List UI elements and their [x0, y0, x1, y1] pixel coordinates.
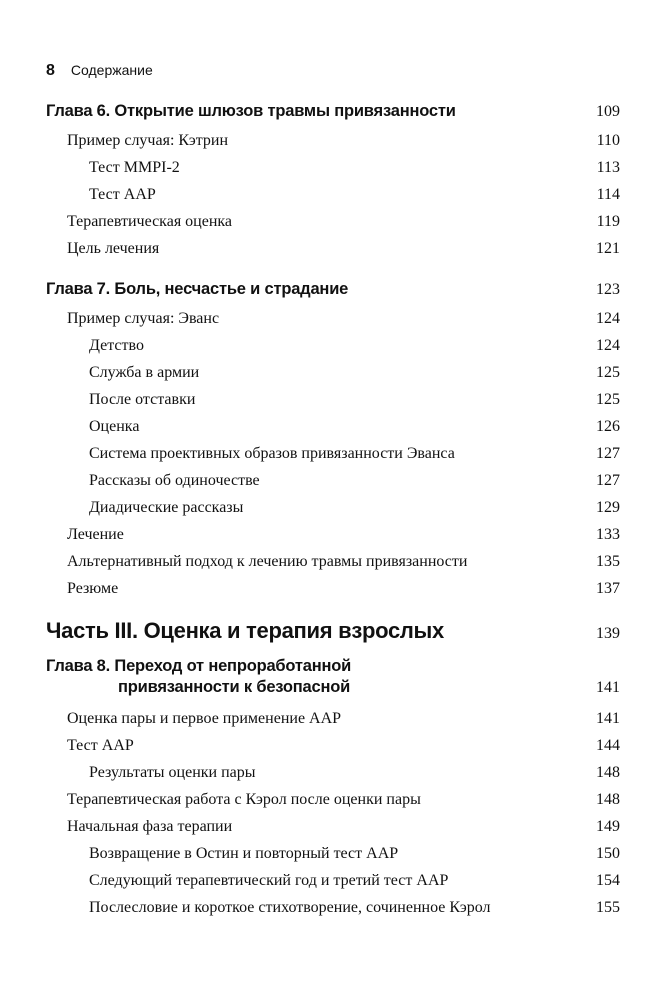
toc-entry-title: Пример случая: Эванс: [67, 310, 220, 327]
toc-entry-title: Система проективных образов привязанности Эванса: [89, 445, 455, 462]
toc-entry-l2: [46, 899, 620, 917]
toc-entry-title: Оценка пары и первое применение AAP: [67, 710, 342, 727]
toc-entry-chapter: [46, 102, 620, 121]
toc-entry-title: Лечение: [67, 526, 124, 543]
toc-page-number: 113: [596, 159, 620, 176]
toc-page-number: 141: [596, 679, 620, 696]
toc-page-number: 119: [596, 213, 620, 230]
toc-entry-l1: [46, 310, 620, 328]
toc-page-number: 139: [596, 625, 620, 642]
page-header: [46, 62, 153, 80]
toc-entry-l1: [46, 580, 620, 598]
toc-entry-title: Рассказы об одиночестве: [89, 472, 260, 489]
toc-entry-l2: [46, 445, 620, 463]
toc-entry-title: Служба в армии: [89, 364, 200, 381]
toc-page-number: 125: [596, 391, 620, 408]
running-head: Содержание: [70, 62, 153, 78]
toc-page-number: 148: [596, 791, 620, 808]
toc-entry-chapter: [46, 280, 620, 299]
chapter-title-line-1: Глава 8. Переход от непроработанной: [46, 657, 352, 675]
toc-page-number: 110: [596, 132, 620, 149]
toc-page-number: 114: [596, 186, 620, 203]
toc-page-number: 148: [596, 764, 620, 781]
toc-entry-l2: [46, 764, 620, 782]
toc-page-number: 155: [596, 899, 620, 916]
toc-entry-l1: [46, 553, 620, 571]
toc-page-number: 123: [596, 281, 620, 298]
toc-entry-title: Следующий терапевтический год и третий тест AAP: [89, 872, 449, 889]
toc-page-number: 129: [596, 499, 620, 516]
toc-entry-l1: [46, 818, 620, 836]
toc-entry-title: Начальная фаза терапии: [67, 818, 233, 835]
toc-entry-title: Резюме: [67, 580, 119, 597]
toc-entry-l2: [46, 391, 620, 409]
toc-entry-title: Терапевтическая работа с Кэрол после оценки пары: [67, 791, 421, 808]
toc-page-number: 124: [596, 310, 620, 327]
toc-page-number: 124: [596, 337, 620, 354]
toc-entry-title: Тест MMPI-2: [89, 159, 180, 176]
toc-page-number: 121: [596, 240, 620, 257]
toc-entry-title: Цель лечения: [67, 240, 160, 257]
toc-page-number: 109: [596, 103, 620, 120]
toc-entry-title: Часть III. Оценка и терапия взрослых: [46, 618, 444, 643]
toc-entry-title: Пример случая: Кэтрин: [67, 132, 229, 149]
toc-entry-title: Результаты оценки пары: [89, 764, 256, 781]
toc-entry-part: [46, 618, 620, 644]
toc-page-number: 125: [596, 364, 620, 381]
page-number: 8: [46, 62, 55, 79]
toc-page-number: 127: [596, 445, 620, 462]
chapter-title-line-2: привязанности к безопасной: [118, 678, 351, 696]
toc-page-number: 133: [596, 526, 620, 543]
toc-entry-l2: [46, 499, 620, 517]
toc-page-number: 144: [596, 737, 620, 754]
toc-page-number: 150: [596, 845, 620, 862]
toc-entry-l2: [46, 337, 620, 355]
toc-entry-l1: [46, 132, 620, 150]
toc-entry-l1: [46, 526, 620, 544]
toc-entry-title: Детство: [89, 337, 144, 354]
toc-entry-l2: [46, 159, 620, 177]
toc-page-number: 149: [596, 818, 620, 835]
toc-entry-title: Возвращение в Остин и повторный тест AAP: [89, 845, 399, 862]
toc-entry-title: Тест AAP: [67, 737, 134, 754]
toc-entry-title: После отставки: [89, 391, 196, 408]
toc-page-number: 127: [596, 472, 620, 489]
toc-page-number: 126: [596, 418, 620, 435]
toc-entry-l1: [46, 213, 620, 231]
toc-entry-title: Глава 7. Боль, несчастье и страдание: [46, 280, 349, 298]
toc-entry-l2: [46, 472, 620, 490]
toc-entry-title: Оценка: [89, 418, 140, 435]
toc-page-number: 135: [596, 553, 620, 570]
toc-entry-title: Глава 6. Открытие шлюзов травмы привязанности: [46, 102, 456, 120]
toc-entry-l2: [46, 872, 620, 890]
toc-page-number: 137: [596, 580, 620, 597]
toc-entry-l1: [46, 791, 620, 809]
toc-entry-title: Терапевтическая оценка: [67, 213, 233, 230]
toc-chapter-8: [46, 657, 620, 697]
toc-entry-l1: [46, 240, 620, 258]
toc-page-number: 141: [596, 710, 620, 727]
toc-entry-l2: [46, 364, 620, 382]
toc-entry-title: Диадические рассказы: [89, 499, 244, 516]
toc-entry-title: Альтернативный подход к лечению травмы привязанности: [67, 553, 468, 570]
toc-entry-title: Тест AAP: [89, 186, 156, 203]
toc-entry-l2: [46, 845, 620, 863]
toc-entry-l1: [46, 737, 620, 755]
toc-entry-title: Послесловие и короткое стихотворение, сочиненное Кэрол: [89, 899, 491, 916]
toc-entry-l2: [46, 186, 620, 204]
toc-entry-l1: [46, 710, 620, 728]
toc-entry-l2: [46, 418, 620, 436]
toc-page-number: 154: [596, 872, 620, 889]
